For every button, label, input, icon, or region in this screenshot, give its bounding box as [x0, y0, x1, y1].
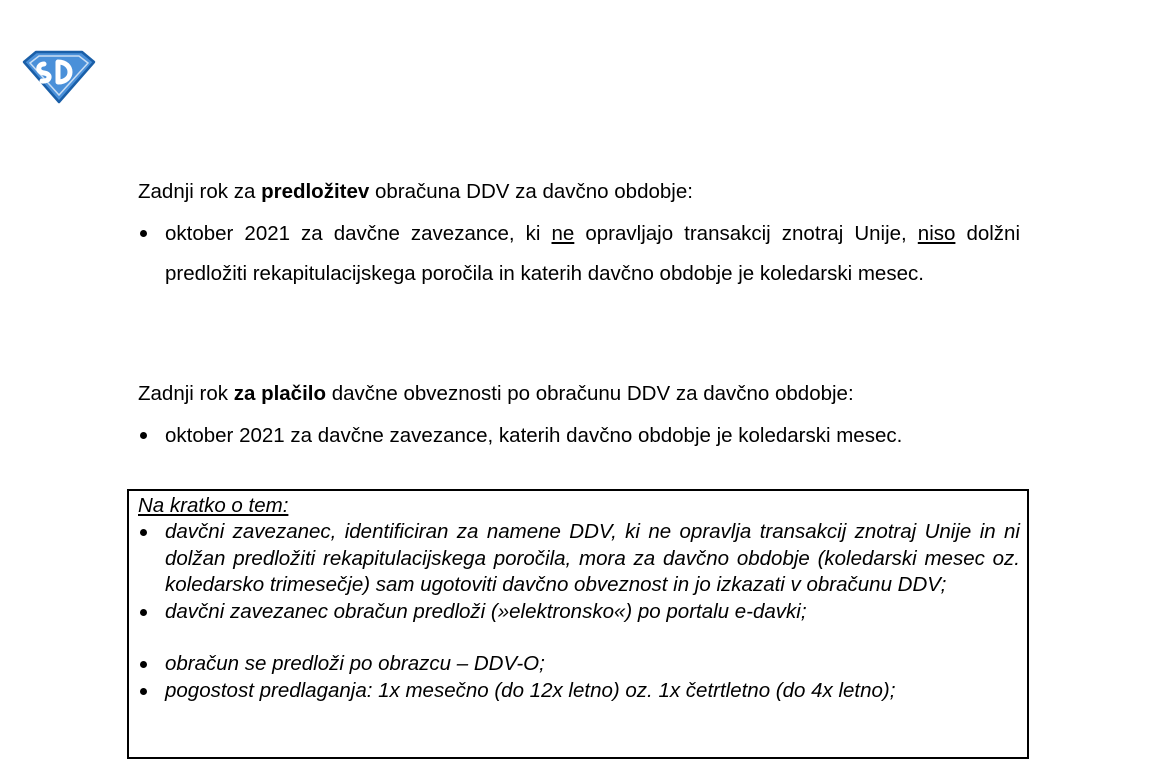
deadline-payment-intro	[138, 374, 854, 414]
underlined-text: niso	[917, 222, 956, 245]
bullet-text: opravljajo transakcij znotraj Unije,	[574, 222, 918, 245]
intro-text-end: davčne obveznosti po obračunu DDV za davčno obdobje:	[326, 382, 854, 405]
intro-text: Zadnji rok za	[138, 180, 262, 203]
list-item: davčni zavezanec obračun predloži (»elektronsko«) po portalu e-davki;	[138, 599, 1020, 626]
summary-box-title: Na kratko o tem:	[138, 494, 289, 517]
list-item: obračun se predloži po obrazcu – DDV-O;	[138, 651, 1020, 678]
bullet-text: oktober 2021 za davčne zavezance, ki	[165, 222, 552, 245]
intro-bold-text: predložitev	[261, 180, 370, 203]
list-item	[138, 214, 1020, 294]
submission-bullet-list	[138, 214, 1020, 294]
list-item: davčni zavezanec, identificiran za namene DDV, ki ne opravlja transakcij znotraj Unije in ni dolžan predložiti rekapitulacijskega poročila, mora za davčno obdobje (koledarski mesec oz. koledarsko trimesečje) sam ugotoviti davčno obveznost in jo izkazati v obračunu DDV;	[138, 519, 1020, 599]
intro-text-end: obračuna DDV za davčno obdobje:	[369, 180, 693, 203]
intro-text: Zadnji rok	[138, 382, 234, 405]
list-item: pogostost predlaganja: 1x mesečno (do 12x letno) oz. 1x četrtletno (do 4x letno);	[138, 678, 1020, 705]
payment-bullet-list	[138, 416, 1020, 456]
list-item: oktober 2021 za davčne zavezance, katerih davčno obdobje je koledarski mesec.	[138, 416, 1020, 456]
deadline-submission-intro	[138, 172, 693, 212]
intro-bold-text: za plačilo	[233, 382, 326, 405]
underlined-text: ne	[551, 222, 575, 245]
summary-box	[127, 489, 1029, 759]
company-logo-icon	[22, 50, 96, 104]
bullet-text: dolžni predložiti rekapitulacijskega poročila in katerih davčno obdobje je koledarski mesec.	[165, 222, 1021, 285]
summary-list	[138, 519, 1020, 704]
